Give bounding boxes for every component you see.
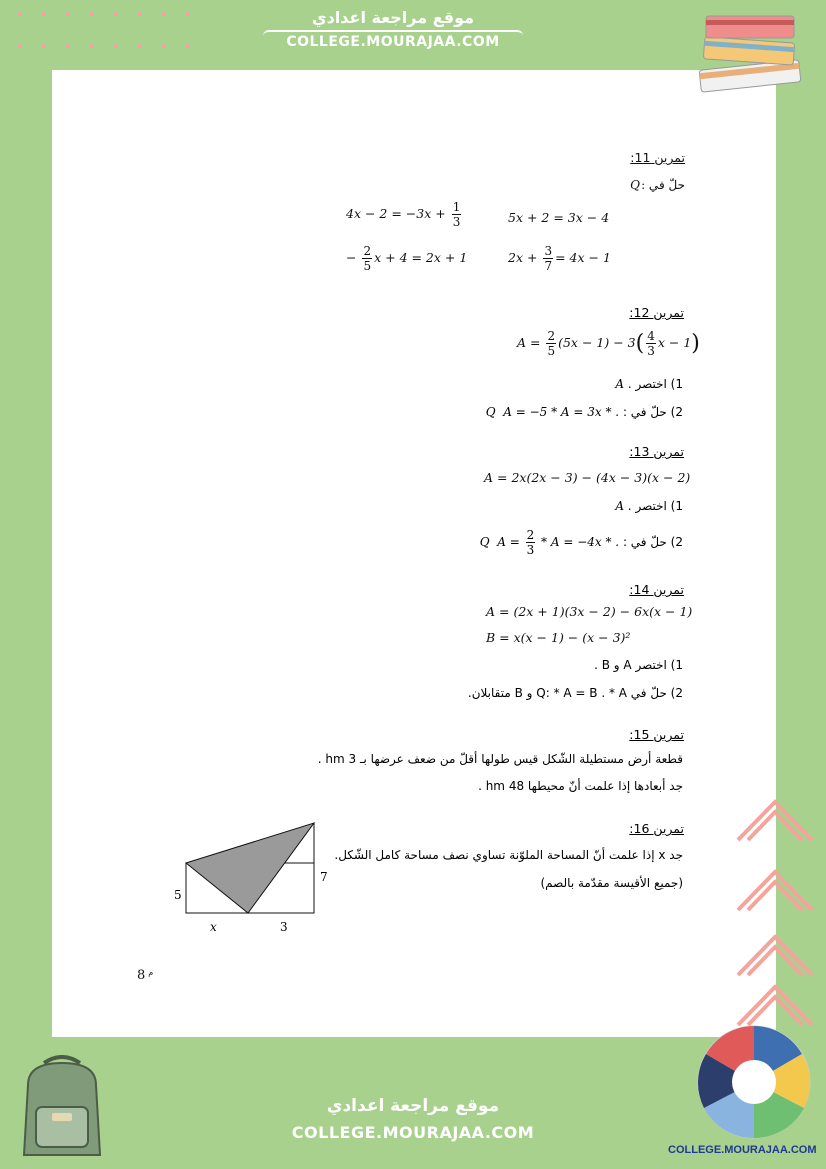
numerator: 1 xyxy=(452,200,461,214)
label-3: 3 xyxy=(280,920,288,934)
numerator: 3 xyxy=(544,244,553,258)
q-text: 2) حلّ في : xyxy=(622,405,683,419)
header-banner xyxy=(263,6,523,58)
denominator: 5 xyxy=(363,259,372,273)
eq-text: A = xyxy=(517,335,545,350)
footer-banner xyxy=(273,1092,553,1152)
exercise-13-q2 xyxy=(480,528,683,557)
eq-text: 2x + xyxy=(508,250,542,265)
q-item-a: A = xyxy=(497,535,524,549)
label-x: x xyxy=(210,920,217,934)
chevron-decoration xyxy=(730,790,820,1030)
site-name: موقع مراجعة اعدادي xyxy=(311,8,475,27)
backpack-icon xyxy=(8,1055,116,1163)
denominator: 7 xyxy=(544,259,553,273)
exercise-13-title: تمرين 13: xyxy=(629,444,684,459)
denominator: 3 xyxy=(526,543,535,557)
fraction xyxy=(546,329,556,358)
set-symbol: Q xyxy=(485,405,496,419)
numerator: 2 xyxy=(363,244,372,258)
equation-11b xyxy=(346,200,463,229)
eq-text: 4x − 2 = −3x + xyxy=(346,206,450,221)
exercise-12-q1 xyxy=(615,377,683,391)
q-text: 1) اختصر xyxy=(635,499,683,513)
denominator: 3 xyxy=(647,344,655,358)
figure-shaded-triangle xyxy=(186,823,314,913)
fraction xyxy=(362,244,372,273)
books-icon xyxy=(690,10,805,98)
eq-text: − xyxy=(346,250,361,265)
exercise-14-q1: 1) اختصر A و B . xyxy=(594,658,683,672)
q-var: A . xyxy=(615,499,632,513)
exercise-16-line2: (جميع الأقيسة مقدّمة بالصم) xyxy=(540,876,683,890)
q-items: A = −5 * A = 3x * . xyxy=(503,405,620,419)
exercise-11-title: تمرين 11: xyxy=(630,150,685,165)
numerator: 2 xyxy=(547,329,556,343)
exercise-15-title: تمرين 15: xyxy=(629,727,684,742)
exercise-12-title: تمرين 12: xyxy=(629,305,684,320)
page-mark: م xyxy=(148,968,154,977)
denominator: 3 xyxy=(452,215,461,229)
logo-text[interactable]: COLLEGE.MOURAJAA.COM xyxy=(668,1144,817,1156)
denominator: 5 xyxy=(547,344,556,358)
equation-11d xyxy=(346,244,467,273)
exercise-16-title: تمرين 16: xyxy=(629,821,684,836)
site-domain[interactable]: COLLEGE.MOURAJAA.COM xyxy=(263,30,523,52)
footer-site-domain[interactable]: COLLEGE.MOURAJAA.COM xyxy=(291,1123,535,1142)
frame-left xyxy=(0,0,52,1169)
eq-text: x − 1 xyxy=(657,335,692,350)
page-number xyxy=(137,968,153,983)
fraction xyxy=(452,200,462,229)
q-text: 2) حلّ في : xyxy=(622,535,683,549)
equation-11a: 5x + 2 = 3x − 4 xyxy=(508,210,610,225)
exercise-13-q1 xyxy=(615,499,683,513)
label-7: 7 xyxy=(320,870,328,884)
decorative-dots xyxy=(14,6,204,52)
exercise-16-line1: جد x إذا علمت أنّ المساحة الملوّنة تساوي نصف مساحة كامل الشّكل. xyxy=(334,848,683,862)
exercise-15-line2: جد أبعادها إذا علمت أنّ محيطها 48 hm . xyxy=(478,779,683,793)
label-5: 5 xyxy=(174,888,182,902)
q-items xyxy=(497,528,620,557)
fraction xyxy=(526,528,536,557)
exercise-12-q2 xyxy=(486,405,683,419)
equation-11c xyxy=(508,244,611,273)
page-number-value: 8 xyxy=(137,968,146,983)
paren-open: ( xyxy=(635,331,645,356)
fraction xyxy=(543,244,553,273)
prompt-text: حلّ في : xyxy=(641,178,685,192)
footer-site-name: موقع مراجعة اعدادي xyxy=(326,1096,500,1116)
set-symbol: Q xyxy=(479,535,490,549)
numerator: 2 xyxy=(526,528,535,542)
exercise-11-prompt xyxy=(630,178,685,192)
expression-12 xyxy=(517,329,700,358)
expression-14a: A = (2x + 1)(3x − 2) − 6x(x − 1) xyxy=(486,604,693,619)
fraction xyxy=(646,329,656,358)
expression-13: A = 2x(2x − 3) − (4x − 3)(x − 2) xyxy=(484,470,691,485)
expression-14b: B = x(x − 1) − (x − 3)² xyxy=(486,630,631,645)
set-symbol: Q xyxy=(630,178,640,192)
eq-text: x + 4 = 2x + 1 xyxy=(374,250,468,265)
q-text: 1) اختصر . xyxy=(627,377,683,391)
q-item-b: * A = −4x * . xyxy=(537,535,620,549)
paren-close: ) xyxy=(691,331,700,356)
eq-text: = 4x − 1 xyxy=(555,250,611,265)
exercise-14-title: تمرين 14: xyxy=(629,582,684,597)
numerator: 4 xyxy=(647,329,655,343)
q-var: A xyxy=(615,377,624,391)
eq-text: (5x − 1) − 3 xyxy=(558,335,636,350)
exercise-15-line1: قطعة أرض مستطيلة الشّكل قيس طولها أقلّ من ضعف عرضها بـ 3 hm . xyxy=(317,752,683,766)
exercise-14-q2: 2) حلّ في Q: * A = B . * A و B متقابلان. xyxy=(467,686,683,700)
geometry-figure xyxy=(160,815,340,940)
logo-icon xyxy=(694,1020,814,1142)
